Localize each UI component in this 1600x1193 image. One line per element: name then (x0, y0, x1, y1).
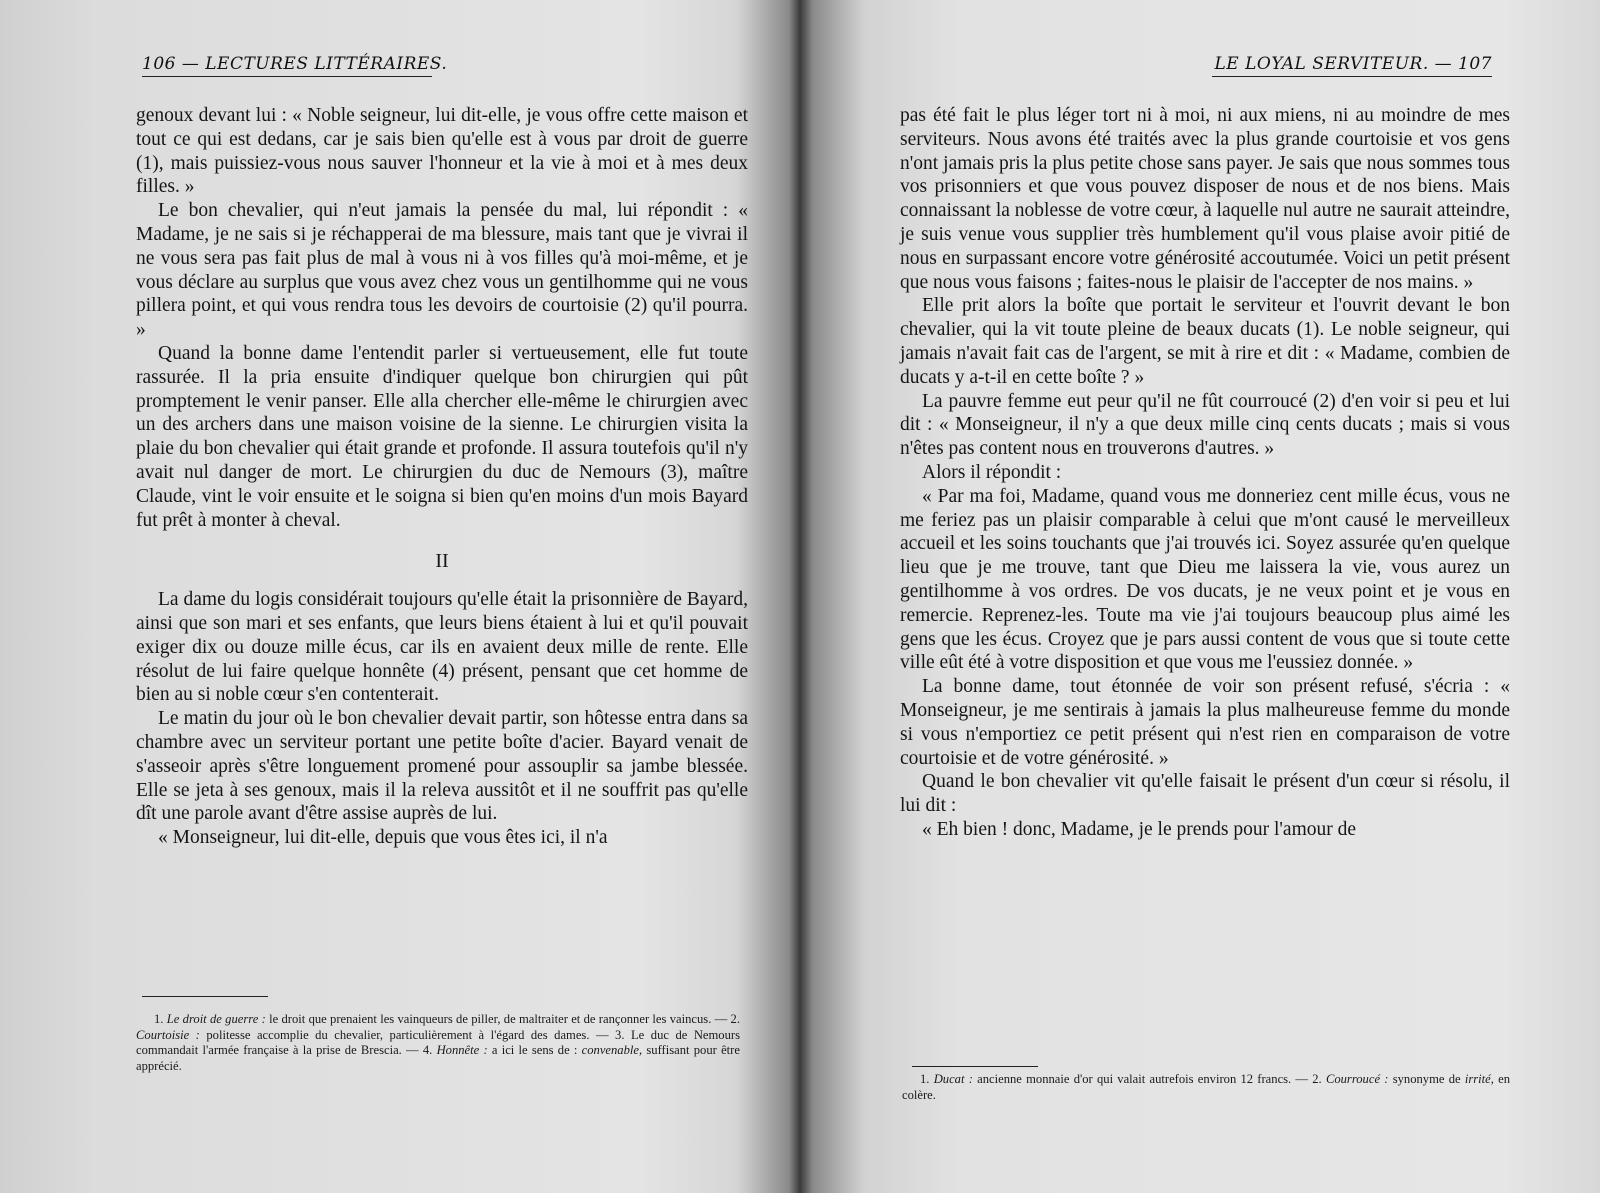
footnote-text: politesse accomplie du chevalier, particulièrement à l'égard des dames. — 3. Le duc de Nemours commandait l'armée française à la prise de Brescia. — 4. (136, 1027, 740, 1058)
right-page-body (900, 104, 1510, 842)
right-page (800, 0, 1600, 1193)
footnote-term: Courtoisie : (136, 1027, 200, 1042)
paragraph: Quand la bonne dame l'entendit parler si vertueusement, elle fut toute rassurée. Il la pria ensuite d'indiquer quelque bon chirurgien qui pût promptement le venir panser. Elle alla chercher elle-même le chirurgien avec un des archers dans une maison voisine de la sienne. Le chirurgien visita la plaie du bon chevalier qui était grande et profonde. Il assura toutefois qu'il n'y avait nul danger de mort. Le chirurgien du duc de Nemours (3), maître Claude, vint le voir ensuite et le soigna si bien qu'en moins d'un mois Bayard fut prêt à monter à cheval. (136, 342, 748, 531)
footnote-text: le droit que prenaient les vainqueurs de piller, de maltraiter et de rançonner les vaincus. — 2. (269, 1012, 740, 1026)
footnote-term: Courroucé : (1325, 1072, 1389, 1086)
right-footnotes (902, 1072, 1510, 1103)
footnote-term: Ducat : (933, 1072, 973, 1086)
left-footnotes (136, 1012, 740, 1074)
footnote-number: 1. (920, 1072, 930, 1086)
paragraph: « Par ma foi, Madame, quand vous me donneriez cent mille écus, vous ne me feriez pas un plaisir comparable à celui que m'ont causé le merveilleux accueil et les soins touchants que j'ai trouvés ici. Soyez assurée qu'en quelque lieu que je me trouve, tant que Dieu me laissera la vie, vous aurez un gentilhomme à vos ordres. De vos ducats, je ne veux point et je vous en remercie. Reprenez-les. Toute ma vie j'ai toujours beaucoup plus aimé les gens que les écus. Croyez que je pars aussi content de vous que si toute cette ville eût été à votre disposition et que vous me l'eussiez donnée. » (900, 485, 1510, 674)
footnote-text: en colère. (902, 1072, 1510, 1102)
footnote-text: ancienne monnaie d'or qui valait autrefois environ 12 francs. — 2. (977, 1072, 1322, 1086)
footnote-rule (142, 996, 268, 997)
footnote-term: convenable, (581, 1043, 643, 1058)
footnote-term: Le droit de guerre : (166, 1012, 266, 1026)
paragraph: La dame du logis considérait toujours qu'elle était la prisonnière de Bayard, ainsi que son mari et ses enfants, que leurs biens étaient à lui et qu'il pouvait exiger dix ou douze mille écus, car ils en avaient deux mille de rente. Elle résolut de lui faire quelque honnête (4) présent, pensant que cet homme de bien au si noble cœur s'en contenterait. (136, 589, 748, 706)
paragraph: La pauvre femme eut peur qu'il ne fût courroucé (2) d'en voir si peu et lui dit : « Monseigneur, il n'y a que deux mille cinq cents ducats ; mais si vous n'êtes pas content nous en trouverons d'autres. » (900, 390, 1510, 460)
paragraph: pas été fait le plus léger tort ni à moi, ni aux miens, ni au moindre de mes serviteurs. Nous avons été traités avec la plus grande courtoisie et vos gens n'ont jamais pris la plus petite chose sans payer. Je sais que nous sommes tous vos prisonniers et que vous pouvez disposer de nous et de nos biens. Mais connaissant la noblesse de votre cœur, à laquelle nul autre ne saurait atteindre, je suis venue vous supplier très humblement qu'il vous plaise avoir pitié de nous en surpassant encore votre générosité accoutumée. Voici un petit présent que nous vous faisons ; faites-nous le plaisir de l'accepter de nos mains. » (900, 105, 1510, 293)
footnote-text: synonyme de (1392, 1072, 1461, 1086)
paragraph: Le matin du jour où le bon chevalier devait partir, son hôtesse entra dans sa chambre avec un serviteur portant une petite boîte d'acier. Bayard venait de s'asseoir après s'être longuement promené pour assouplir sa jambe blessée. Elle se jeta à ses genoux, mais il la releva aussitôt et il ne souffrit pas qu'elle dît une parole avant d'être assise auprès de lui. (136, 708, 748, 825)
paragraph: genoux devant lui : « Noble seigneur, lui dit-elle, je vous offre cette maison et tout ce qui est dedans, car je sais bien qu'elle est à vous par droit de guerre (1), mais puissiez-vous nous sauver l'honneur et la vie à moi et à mes deux filles. » (136, 105, 748, 198)
footnote-rule (912, 1066, 1038, 1067)
left-page-body (136, 104, 748, 850)
footnote-text: suffisant pour être apprécié. (136, 1043, 740, 1073)
paragraph: Alors il répondit : (922, 461, 1062, 483)
footnote (136, 1012, 740, 1074)
footnote-text: a ici le sens de : (491, 1043, 578, 1058)
paragraph: Le bon chevalier, qui n'eut jamais la pensée du mal, lui répondit : « Madame, je ne sais si je réchapperai de ma blessure, mais tant que je vivrai il ne vous sera pas fait plus de mal à vous ni à vos filles qu'à moi-même, et je vous déclare au surplus que vous avez chez vous un gentilhomme qui ne vous pillera point, et qui vous rendra tous les devoirs de courtoisie (2) qu'il pourra. » (136, 200, 748, 341)
running-head-left: 106 — LECTURES LITTÉRAIRES. (142, 54, 432, 77)
running-head-right: LE LOYAL SERVITEUR. — 107 (1212, 54, 1492, 77)
paragraph: Quand le bon chevalier vit qu'elle faisait le présent d'un cœur si résolu, il lui dit : (900, 771, 1510, 817)
paragraph: « Monseigneur, lui dit-elle, depuis que vous êtes ici, il n'a (158, 827, 608, 849)
paragraph: La bonne dame, tout étonnée de voir son présent refusé, s'écria : « Monseigneur, je me sentirais à jamais la plus malheureuse femme du monde si vous n'emportiez ce petit présent qui n'est rien en comparaison de votre courtoisie et de votre générosité. » (900, 676, 1510, 769)
footnote-term: irrité, (1464, 1072, 1494, 1086)
paragraph: Elle prit alors la boîte que portait le serviteur et l'ouvrit devant le bon chevalier, qui la vit toute pleine de beaux ducats (1). Le noble seigneur, qui jamais n'avait fait cas de l'argent, se mit à rire et dit : « Madame, combien de ducats y a-t-il en cette boîte ? » (900, 295, 1510, 388)
footnote (902, 1072, 1510, 1103)
footnote-term: Honnête : (436, 1043, 488, 1058)
section-number: II (435, 550, 449, 573)
paragraph: « Eh bien ! donc, Madame, je le prends pour l'amour de (922, 818, 1357, 840)
footnote-number: 1. (154, 1012, 164, 1026)
